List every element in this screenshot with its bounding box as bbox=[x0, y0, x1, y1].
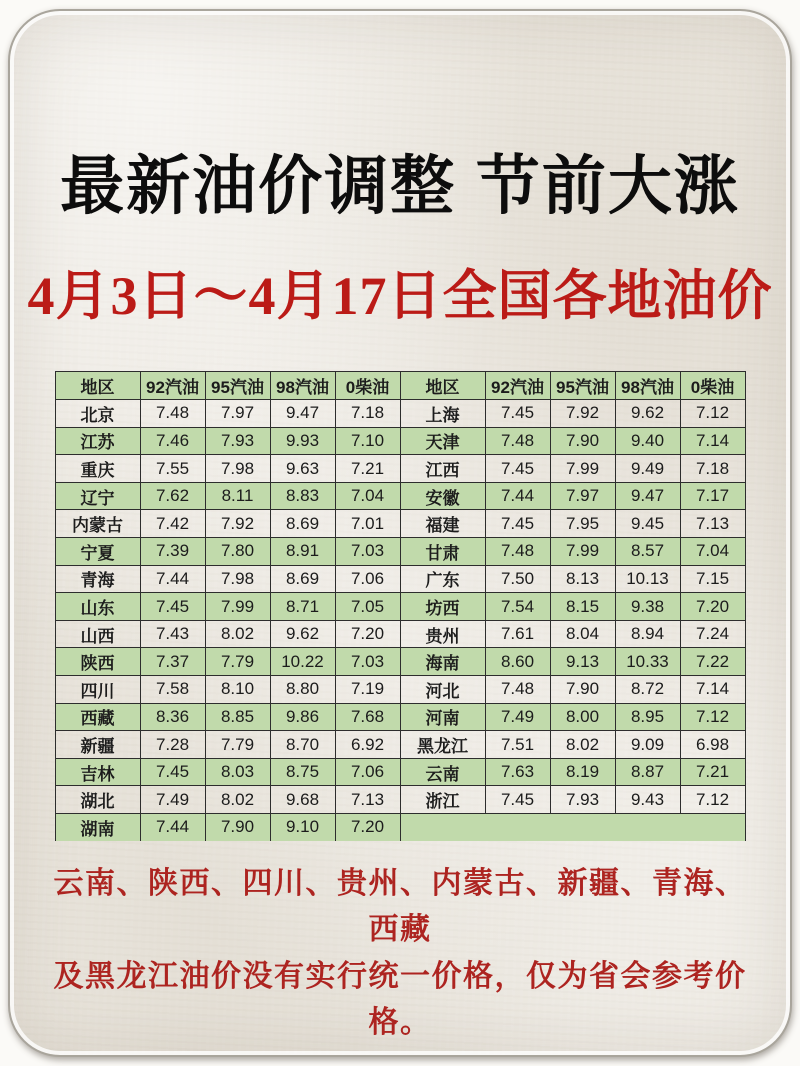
price-cell: 7.14 bbox=[680, 676, 745, 704]
price-cell: 7.19 bbox=[335, 676, 400, 704]
region-cell: 广东 bbox=[400, 565, 485, 593]
header-cell: 0柴油 bbox=[680, 372, 745, 400]
price-cell: 8.71 bbox=[270, 593, 335, 621]
table-row bbox=[55, 427, 745, 455]
region-cell: 江西 bbox=[400, 455, 485, 483]
price-cell: 8.87 bbox=[615, 758, 680, 786]
price-cell: 7.13 bbox=[680, 510, 745, 538]
price-cell: 7.21 bbox=[335, 455, 400, 483]
price-cell: 7.22 bbox=[680, 648, 745, 676]
price-cell: 7.24 bbox=[680, 620, 745, 648]
price-cell: 7.37 bbox=[140, 648, 205, 676]
poster-card bbox=[8, 9, 792, 1057]
price-cell: 8.19 bbox=[550, 758, 615, 786]
price-cell: 7.48 bbox=[140, 400, 205, 428]
price-cell: 7.12 bbox=[680, 703, 745, 731]
footnote-line-1: 云南、陕西、四川、贵州、内蒙古、新疆、青海、西藏 bbox=[53, 866, 747, 947]
price-cell: 7.90 bbox=[205, 813, 270, 840]
region-cell: 海南 bbox=[400, 648, 485, 676]
price-cell: 7.01 bbox=[335, 510, 400, 538]
table-row bbox=[55, 676, 745, 704]
price-cell: 9.47 bbox=[615, 482, 680, 510]
price-cell: 7.21 bbox=[680, 758, 745, 786]
price-cell: 9.49 bbox=[615, 455, 680, 483]
price-cell: 7.93 bbox=[205, 427, 270, 455]
table-header bbox=[55, 372, 745, 400]
price-cell: 8.60 bbox=[485, 648, 550, 676]
price-cell: 6.98 bbox=[680, 731, 745, 759]
price-cell: 9.40 bbox=[615, 427, 680, 455]
price-cell: 7.13 bbox=[335, 786, 400, 814]
price-cell: 8.72 bbox=[615, 676, 680, 704]
region-cell: 宁夏 bbox=[55, 538, 140, 566]
price-cell: 7.55 bbox=[140, 455, 205, 483]
price-cell: 7.45 bbox=[485, 455, 550, 483]
region-cell: 江苏 bbox=[55, 427, 140, 455]
region-cell: 浙江 bbox=[400, 786, 485, 814]
price-cell: 7.54 bbox=[485, 593, 550, 621]
price-cell: 7.49 bbox=[485, 703, 550, 731]
region-cell: 河北 bbox=[400, 676, 485, 704]
price-cell: 8.03 bbox=[205, 758, 270, 786]
region-cell: 贵州 bbox=[400, 620, 485, 648]
price-cell: 9.38 bbox=[615, 593, 680, 621]
price-cell: 7.45 bbox=[485, 400, 550, 428]
price-cell: 10.33 bbox=[615, 648, 680, 676]
price-cell: 9.43 bbox=[615, 786, 680, 814]
region-cell: 湖南 bbox=[55, 813, 140, 840]
price-cell: 7.90 bbox=[550, 676, 615, 704]
price-cell: 7.63 bbox=[485, 758, 550, 786]
price-table bbox=[55, 371, 746, 840]
header-cell: 地区 bbox=[55, 372, 140, 400]
price-cell: 7.97 bbox=[205, 400, 270, 428]
price-cell: 7.42 bbox=[140, 510, 205, 538]
price-cell: 7.15 bbox=[680, 565, 745, 593]
region-cell: 坊西 bbox=[400, 593, 485, 621]
price-cell: 9.62 bbox=[615, 400, 680, 428]
region-cell: 山东 bbox=[55, 593, 140, 621]
price-cell: 6.92 bbox=[335, 731, 400, 759]
empty-filler-cell bbox=[400, 813, 745, 840]
price-cell: 7.17 bbox=[680, 482, 745, 510]
price-cell: 7.04 bbox=[335, 482, 400, 510]
price-cell: 7.45 bbox=[485, 786, 550, 814]
region-cell: 上海 bbox=[400, 400, 485, 428]
price-cell: 7.06 bbox=[335, 565, 400, 593]
region-cell: 西藏 bbox=[55, 703, 140, 731]
header-cell: 0柴油 bbox=[335, 372, 400, 400]
price-cell: 7.92 bbox=[205, 510, 270, 538]
price-cell: 7.99 bbox=[550, 538, 615, 566]
price-cell: 7.46 bbox=[140, 427, 205, 455]
region-cell: 青海 bbox=[55, 565, 140, 593]
table-row bbox=[55, 538, 745, 566]
price-cell: 7.44 bbox=[140, 813, 205, 840]
header-cell: 92汽油 bbox=[485, 372, 550, 400]
price-cell: 7.61 bbox=[485, 620, 550, 648]
price-cell: 7.12 bbox=[680, 786, 745, 814]
region-cell: 陕西 bbox=[55, 648, 140, 676]
header-cell: 92汽油 bbox=[140, 372, 205, 400]
price-cell: 8.00 bbox=[550, 703, 615, 731]
header-cell: 98汽油 bbox=[615, 372, 680, 400]
price-cell: 7.20 bbox=[335, 813, 400, 840]
price-cell: 8.70 bbox=[270, 731, 335, 759]
region-cell: 重庆 bbox=[55, 455, 140, 483]
price-cell: 7.48 bbox=[485, 676, 550, 704]
price-cell: 7.79 bbox=[205, 648, 270, 676]
region-cell: 山西 bbox=[55, 620, 140, 648]
price-cell: 9.09 bbox=[615, 731, 680, 759]
price-cell: 8.80 bbox=[270, 676, 335, 704]
table-row bbox=[55, 455, 745, 483]
region-cell: 福建 bbox=[400, 510, 485, 538]
price-cell: 9.47 bbox=[270, 400, 335, 428]
table-row bbox=[55, 482, 745, 510]
table-row bbox=[55, 703, 745, 731]
date-range-subtitle: 4月3日～4月17日全国各地油价 bbox=[27, 266, 773, 327]
price-cell: 9.62 bbox=[270, 620, 335, 648]
price-cell: 7.18 bbox=[680, 455, 745, 483]
price-cell: 7.51 bbox=[485, 731, 550, 759]
price-cell: 7.99 bbox=[205, 593, 270, 621]
table-row bbox=[55, 786, 745, 814]
price-cell: 8.69 bbox=[270, 510, 335, 538]
region-cell: 安徽 bbox=[400, 482, 485, 510]
price-cell: 9.86 bbox=[270, 703, 335, 731]
table-row bbox=[55, 400, 745, 428]
price-cell: 7.49 bbox=[140, 786, 205, 814]
price-cell: 9.63 bbox=[270, 455, 335, 483]
region-cell: 内蒙古 bbox=[55, 510, 140, 538]
price-cell: 8.85 bbox=[205, 703, 270, 731]
header-cell: 地区 bbox=[400, 372, 485, 400]
region-cell: 辽宁 bbox=[55, 482, 140, 510]
price-cell: 7.28 bbox=[140, 731, 205, 759]
price-cell: 8.02 bbox=[205, 620, 270, 648]
price-cell: 7.18 bbox=[335, 400, 400, 428]
header-row bbox=[55, 372, 745, 400]
price-cell: 9.93 bbox=[270, 427, 335, 455]
header-cell: 95汽油 bbox=[550, 372, 615, 400]
price-cell: 10.13 bbox=[615, 565, 680, 593]
footnote-line-2: 及黑龙江油价没有实行统一价格，仅为省会参考价格。 bbox=[53, 959, 747, 1040]
region-cell: 四川 bbox=[55, 676, 140, 704]
price-cell: 7.45 bbox=[140, 758, 205, 786]
price-cell: 7.97 bbox=[550, 482, 615, 510]
region-cell: 新疆 bbox=[55, 731, 140, 759]
price-cell: 7.68 bbox=[335, 703, 400, 731]
price-cell: 7.20 bbox=[680, 593, 745, 621]
price-cell: 8.36 bbox=[140, 703, 205, 731]
price-cell: 7.58 bbox=[140, 676, 205, 704]
table-row bbox=[55, 813, 745, 840]
price-cell: 8.95 bbox=[615, 703, 680, 731]
price-cell: 7.99 bbox=[550, 455, 615, 483]
price-cell: 8.04 bbox=[550, 620, 615, 648]
price-cell: 10.22 bbox=[270, 648, 335, 676]
region-cell: 黑龙江 bbox=[400, 731, 485, 759]
table-row bbox=[55, 510, 745, 538]
price-cell: 7.98 bbox=[205, 455, 270, 483]
price-cell: 9.13 bbox=[550, 648, 615, 676]
table-row bbox=[55, 593, 745, 621]
region-cell: 甘肃 bbox=[400, 538, 485, 566]
price-cell: 7.48 bbox=[485, 538, 550, 566]
price-cell: 7.44 bbox=[140, 565, 205, 593]
price-cell: 9.10 bbox=[270, 813, 335, 840]
price-cell: 7.03 bbox=[335, 538, 400, 566]
price-cell: 8.69 bbox=[270, 565, 335, 593]
table-row bbox=[55, 731, 745, 759]
price-cell: 7.92 bbox=[550, 400, 615, 428]
table-row bbox=[55, 565, 745, 593]
price-cell: 7.80 bbox=[205, 538, 270, 566]
price-cell: 8.13 bbox=[550, 565, 615, 593]
price-cell: 7.43 bbox=[140, 620, 205, 648]
region-cell: 北京 bbox=[55, 400, 140, 428]
price-cell: 8.15 bbox=[550, 593, 615, 621]
price-cell: 7.04 bbox=[680, 538, 745, 566]
price-cell: 8.02 bbox=[205, 786, 270, 814]
price-cell: 7.14 bbox=[680, 427, 745, 455]
price-cell: 7.06 bbox=[335, 758, 400, 786]
footnote bbox=[50, 861, 750, 1047]
price-cell: 7.20 bbox=[335, 620, 400, 648]
price-cell: 7.50 bbox=[485, 565, 550, 593]
price-cell: 7.12 bbox=[680, 400, 745, 428]
price-cell: 7.98 bbox=[205, 565, 270, 593]
price-cell: 7.39 bbox=[140, 538, 205, 566]
price-cell: 7.93 bbox=[550, 786, 615, 814]
region-cell: 云南 bbox=[400, 758, 485, 786]
price-cell: 8.10 bbox=[205, 676, 270, 704]
table-row bbox=[55, 620, 745, 648]
price-cell: 7.48 bbox=[485, 427, 550, 455]
page-title: 最新油价调整 节前大涨 bbox=[60, 150, 740, 222]
price-cell: 8.94 bbox=[615, 620, 680, 648]
price-cell: 8.75 bbox=[270, 758, 335, 786]
region-cell: 湖北 bbox=[55, 786, 140, 814]
price-cell: 7.03 bbox=[335, 648, 400, 676]
region-cell: 天津 bbox=[400, 427, 485, 455]
price-cell: 9.45 bbox=[615, 510, 680, 538]
price-cell: 7.44 bbox=[485, 482, 550, 510]
price-cell: 7.45 bbox=[485, 510, 550, 538]
price-cell: 7.05 bbox=[335, 593, 400, 621]
price-cell: 7.95 bbox=[550, 510, 615, 538]
price-cell: 8.11 bbox=[205, 482, 270, 510]
header-cell: 95汽油 bbox=[205, 372, 270, 400]
price-cell: 8.02 bbox=[550, 731, 615, 759]
price-cell: 7.62 bbox=[140, 482, 205, 510]
price-cell: 7.90 bbox=[550, 427, 615, 455]
price-cell: 8.57 bbox=[615, 538, 680, 566]
price-cell: 9.68 bbox=[270, 786, 335, 814]
table-body bbox=[55, 400, 745, 841]
price-cell: 8.83 bbox=[270, 482, 335, 510]
region-cell: 河南 bbox=[400, 703, 485, 731]
region-cell: 吉林 bbox=[55, 758, 140, 786]
price-cell: 7.10 bbox=[335, 427, 400, 455]
table-row bbox=[55, 648, 745, 676]
price-cell: 8.91 bbox=[270, 538, 335, 566]
table-row bbox=[55, 758, 745, 786]
price-cell: 7.45 bbox=[140, 593, 205, 621]
price-cell: 7.79 bbox=[205, 731, 270, 759]
header-cell: 98汽油 bbox=[270, 372, 335, 400]
